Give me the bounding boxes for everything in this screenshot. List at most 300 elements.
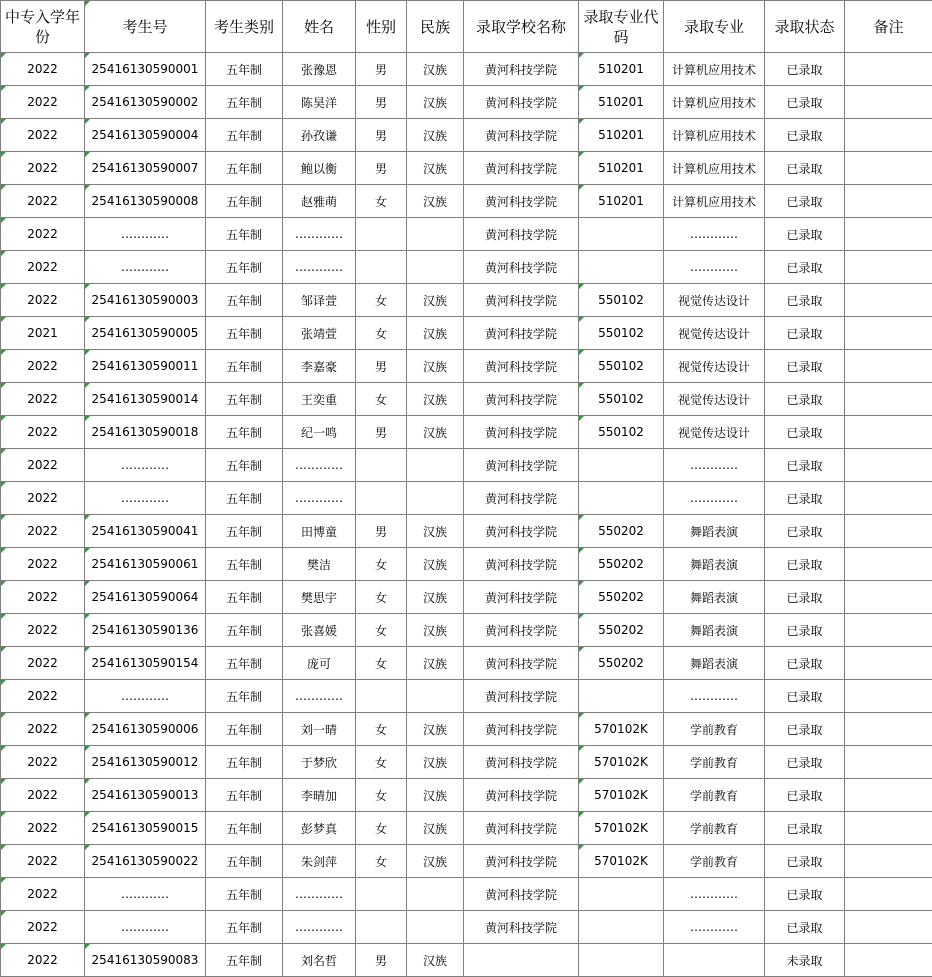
cell-major[interactable]: 计算机应用技术 <box>664 185 765 218</box>
cell-remark[interactable] <box>845 119 932 152</box>
cell-major[interactable]: ………… <box>664 218 765 251</box>
cell-major-code[interactable]: 550102 <box>579 383 664 416</box>
cell-major-code[interactable] <box>579 218 664 251</box>
cell-enroll-year[interactable]: 2022 <box>1 152 85 185</box>
cell-ethnicity[interactable]: 汉族 <box>407 350 464 383</box>
cell-gender[interactable]: 女 <box>356 548 407 581</box>
cell-ethnicity[interactable]: 汉族 <box>407 317 464 350</box>
cell-name[interactable]: 孙孜谦 <box>283 119 356 152</box>
cell-major-code[interactable]: 570102K <box>579 746 664 779</box>
cell-gender[interactable]: 男 <box>356 350 407 383</box>
cell-gender[interactable] <box>356 482 407 515</box>
cell-school[interactable]: 黄河科技学院 <box>464 779 579 812</box>
cell-category[interactable]: 五年制 <box>206 614 283 647</box>
cell-gender[interactable]: 女 <box>356 185 407 218</box>
cell-status[interactable]: 已录取 <box>765 878 845 911</box>
cell-ethnicity[interactable] <box>407 911 464 944</box>
cell-status[interactable]: 已录取 <box>765 581 845 614</box>
cell-remark[interactable] <box>845 185 932 218</box>
cell-status[interactable]: 已录取 <box>765 119 845 152</box>
cell-school[interactable]: 黄河科技学院 <box>464 614 579 647</box>
cell-major-code[interactable]: 550202 <box>579 581 664 614</box>
cell-gender[interactable]: 女 <box>356 746 407 779</box>
cell-school[interactable]: 黄河科技学院 <box>464 284 579 317</box>
cell-enroll-year[interactable]: 2022 <box>1 350 85 383</box>
cell-remark[interactable] <box>845 416 932 449</box>
cell-ethnicity[interactable]: 汉族 <box>407 53 464 86</box>
cell-status[interactable]: 已录取 <box>765 152 845 185</box>
cell-category[interactable]: 五年制 <box>206 779 283 812</box>
cell-ethnicity[interactable]: 汉族 <box>407 944 464 977</box>
cell-name[interactable]: 于梦欣 <box>283 746 356 779</box>
cell-major[interactable]: 学前教育 <box>664 713 765 746</box>
cell-name[interactable]: 王奕重 <box>283 383 356 416</box>
cell-major[interactable]: ………… <box>664 482 765 515</box>
cell-ethnicity[interactable]: 汉族 <box>407 185 464 218</box>
cell-exam-id[interactable]: 25416130590008 <box>85 185 206 218</box>
cell-name[interactable]: ………… <box>283 218 356 251</box>
cell-exam-id[interactable]: 25416130590014 <box>85 383 206 416</box>
cell-category[interactable]: 五年制 <box>206 383 283 416</box>
cell-enroll-year[interactable]: 2022 <box>1 515 85 548</box>
cell-category[interactable]: 五年制 <box>206 944 283 977</box>
cell-school[interactable]: 黄河科技学院 <box>464 713 579 746</box>
cell-category[interactable]: 五年制 <box>206 548 283 581</box>
cell-school[interactable]: 黄河科技学院 <box>464 86 579 119</box>
cell-remark[interactable] <box>845 647 932 680</box>
cell-name[interactable]: ………… <box>283 911 356 944</box>
cell-gender[interactable]: 男 <box>356 86 407 119</box>
cell-remark[interactable] <box>845 383 932 416</box>
cell-school[interactable]: 黄河科技学院 <box>464 746 579 779</box>
cell-major[interactable]: 舞蹈表演 <box>664 614 765 647</box>
cell-ethnicity[interactable]: 汉族 <box>407 812 464 845</box>
cell-category[interactable]: 五年制 <box>206 185 283 218</box>
cell-ethnicity[interactable]: 汉族 <box>407 614 464 647</box>
cell-gender[interactable] <box>356 218 407 251</box>
cell-major-code[interactable]: 550102 <box>579 284 664 317</box>
cell-enroll-year[interactable]: 2022 <box>1 86 85 119</box>
cell-major[interactable]: 学前教育 <box>664 845 765 878</box>
cell-enroll-year[interactable]: 2022 <box>1 911 85 944</box>
cell-status[interactable]: 已录取 <box>765 482 845 515</box>
cell-category[interactable]: 五年制 <box>206 449 283 482</box>
cell-status[interactable]: 已录取 <box>765 185 845 218</box>
cell-major-code[interactable]: 570102K <box>579 845 664 878</box>
cell-status[interactable]: 已录取 <box>765 218 845 251</box>
cell-school[interactable]: 黄河科技学院 <box>464 416 579 449</box>
cell-remark[interactable] <box>845 548 932 581</box>
cell-school[interactable]: 黄河科技学院 <box>464 812 579 845</box>
cell-category[interactable]: 五年制 <box>206 845 283 878</box>
cell-exam-id[interactable]: ………… <box>85 680 206 713</box>
cell-school[interactable]: 黄河科技学院 <box>464 317 579 350</box>
cell-school[interactable]: 黄河科技学院 <box>464 878 579 911</box>
cell-category[interactable]: 五年制 <box>206 713 283 746</box>
cell-category[interactable]: 五年制 <box>206 53 283 86</box>
cell-major[interactable]: 舞蹈表演 <box>664 581 765 614</box>
cell-status[interactable]: 已录取 <box>765 548 845 581</box>
cell-major-code[interactable]: 550102 <box>579 350 664 383</box>
cell-status[interactable]: 已录取 <box>765 779 845 812</box>
cell-exam-id[interactable]: 25416130590064 <box>85 581 206 614</box>
cell-school[interactable] <box>464 944 579 977</box>
cell-enroll-year[interactable]: 2022 <box>1 482 85 515</box>
cell-school[interactable]: 黄河科技学院 <box>464 218 579 251</box>
cell-major-code[interactable]: 570102K <box>579 779 664 812</box>
cell-name[interactable]: 李嘉豪 <box>283 350 356 383</box>
cell-status[interactable]: 已录取 <box>765 614 845 647</box>
cell-gender[interactable]: 男 <box>356 119 407 152</box>
cell-gender[interactable] <box>356 680 407 713</box>
cell-ethnicity[interactable] <box>407 878 464 911</box>
cell-name[interactable]: 刘名哲 <box>283 944 356 977</box>
cell-ethnicity[interactable]: 汉族 <box>407 713 464 746</box>
cell-exam-id[interactable]: ………… <box>85 482 206 515</box>
cell-remark[interactable] <box>845 878 932 911</box>
cell-school[interactable]: 黄河科技学院 <box>464 581 579 614</box>
cell-major[interactable]: 计算机应用技术 <box>664 86 765 119</box>
cell-exam-id[interactable]: ………… <box>85 251 206 284</box>
cell-major-code[interactable] <box>579 680 664 713</box>
cell-major-code[interactable]: 550202 <box>579 647 664 680</box>
cell-enroll-year[interactable]: 2022 <box>1 548 85 581</box>
cell-remark[interactable] <box>845 152 932 185</box>
cell-gender[interactable] <box>356 878 407 911</box>
cell-remark[interactable] <box>845 614 932 647</box>
cell-status[interactable]: 已录取 <box>765 845 845 878</box>
cell-enroll-year[interactable]: 2022 <box>1 845 85 878</box>
cell-status[interactable]: 未录取 <box>765 944 845 977</box>
cell-gender[interactable]: 女 <box>356 614 407 647</box>
cell-exam-id[interactable]: 25416130590083 <box>85 944 206 977</box>
header-remark[interactable]: 备注 <box>845 1 932 53</box>
cell-status[interactable]: 已录取 <box>765 515 845 548</box>
cell-major[interactable]: 计算机应用技术 <box>664 53 765 86</box>
cell-status[interactable]: 已录取 <box>765 350 845 383</box>
cell-school[interactable]: 黄河科技学院 <box>464 53 579 86</box>
cell-category[interactable]: 五年制 <box>206 251 283 284</box>
cell-exam-id[interactable]: 25416130590015 <box>85 812 206 845</box>
cell-school[interactable]: 黄河科技学院 <box>464 548 579 581</box>
cell-remark[interactable] <box>845 845 932 878</box>
cell-name[interactable]: 彭梦真 <box>283 812 356 845</box>
cell-gender[interactable] <box>356 911 407 944</box>
cell-major-code[interactable]: 510201 <box>579 185 664 218</box>
cell-status[interactable]: 已录取 <box>765 284 845 317</box>
cell-major[interactable]: ………… <box>664 449 765 482</box>
cell-major-code[interactable] <box>579 878 664 911</box>
cell-ethnicity[interactable]: 汉族 <box>407 284 464 317</box>
cell-name[interactable]: ………… <box>283 251 356 284</box>
cell-school[interactable]: 黄河科技学院 <box>464 647 579 680</box>
cell-major-code[interactable] <box>579 251 664 284</box>
cell-exam-id[interactable]: 25416130590041 <box>85 515 206 548</box>
cell-enroll-year[interactable]: 2021 <box>1 317 85 350</box>
cell-ethnicity[interactable] <box>407 251 464 284</box>
cell-category[interactable]: 五年制 <box>206 317 283 350</box>
cell-major-code[interactable]: 550202 <box>579 614 664 647</box>
cell-status[interactable]: 已录取 <box>765 53 845 86</box>
cell-major-code[interactable]: 570102K <box>579 812 664 845</box>
cell-name[interactable]: 樊洁 <box>283 548 356 581</box>
cell-exam-id[interactable]: 25416130590018 <box>85 416 206 449</box>
cell-remark[interactable] <box>845 713 932 746</box>
cell-category[interactable]: 五年制 <box>206 911 283 944</box>
cell-exam-id[interactable]: 25416130590011 <box>85 350 206 383</box>
cell-exam-id[interactable]: 25416130590002 <box>85 86 206 119</box>
cell-remark[interactable] <box>845 251 932 284</box>
cell-major[interactable]: 计算机应用技术 <box>664 152 765 185</box>
cell-major-code[interactable]: 550202 <box>579 515 664 548</box>
cell-category[interactable]: 五年制 <box>206 581 283 614</box>
cell-remark[interactable] <box>845 350 932 383</box>
cell-major[interactable]: 学前教育 <box>664 812 765 845</box>
cell-category[interactable]: 五年制 <box>206 350 283 383</box>
cell-major-code[interactable]: 550102 <box>579 416 664 449</box>
cell-category[interactable]: 五年制 <box>206 284 283 317</box>
cell-major-code[interactable]: 510201 <box>579 152 664 185</box>
cell-exam-id[interactable]: ………… <box>85 911 206 944</box>
cell-ethnicity[interactable] <box>407 449 464 482</box>
cell-major[interactable]: 计算机应用技术 <box>664 119 765 152</box>
cell-gender[interactable]: 女 <box>356 647 407 680</box>
cell-name[interactable]: 张豫恩 <box>283 53 356 86</box>
cell-remark[interactable] <box>845 812 932 845</box>
cell-major-code[interactable] <box>579 449 664 482</box>
cell-major-code[interactable] <box>579 911 664 944</box>
cell-major[interactable] <box>664 944 765 977</box>
cell-gender[interactable]: 女 <box>356 779 407 812</box>
cell-remark[interactable] <box>845 218 932 251</box>
cell-major[interactable]: 视觉传达设计 <box>664 416 765 449</box>
cell-status[interactable]: 已录取 <box>765 680 845 713</box>
cell-name[interactable]: 张喜媛 <box>283 614 356 647</box>
cell-category[interactable]: 五年制 <box>206 119 283 152</box>
cell-remark[interactable] <box>845 911 932 944</box>
cell-category[interactable]: 五年制 <box>206 416 283 449</box>
cell-name[interactable]: 田博童 <box>283 515 356 548</box>
cell-gender[interactable]: 女 <box>356 812 407 845</box>
cell-enroll-year[interactable]: 2022 <box>1 746 85 779</box>
cell-major-code[interactable]: 510201 <box>579 53 664 86</box>
cell-school[interactable]: 黄河科技学院 <box>464 185 579 218</box>
header-name[interactable]: 姓名 <box>283 1 356 53</box>
cell-category[interactable]: 五年制 <box>206 218 283 251</box>
cell-gender[interactable]: 女 <box>356 713 407 746</box>
cell-ethnicity[interactable]: 汉族 <box>407 548 464 581</box>
cell-name[interactable]: ………… <box>283 482 356 515</box>
cell-major[interactable]: 学前教育 <box>664 779 765 812</box>
cell-school[interactable]: 黄河科技学院 <box>464 449 579 482</box>
cell-school[interactable]: 黄河科技学院 <box>464 845 579 878</box>
cell-name[interactable]: 李晴加 <box>283 779 356 812</box>
cell-remark[interactable] <box>845 284 932 317</box>
cell-enroll-year[interactable]: 2022 <box>1 812 85 845</box>
cell-name[interactable]: ………… <box>283 680 356 713</box>
cell-gender[interactable] <box>356 251 407 284</box>
cell-exam-id[interactable]: 25416130590013 <box>85 779 206 812</box>
cell-enroll-year[interactable]: 2022 <box>1 614 85 647</box>
cell-major[interactable]: 舞蹈表演 <box>664 548 765 581</box>
cell-enroll-year[interactable]: 2022 <box>1 218 85 251</box>
cell-enroll-year[interactable]: 2022 <box>1 449 85 482</box>
cell-name[interactable]: 邹译萱 <box>283 284 356 317</box>
cell-category[interactable]: 五年制 <box>206 680 283 713</box>
cell-gender[interactable]: 男 <box>356 152 407 185</box>
cell-ethnicity[interactable]: 汉族 <box>407 152 464 185</box>
cell-name[interactable]: 朱剑萍 <box>283 845 356 878</box>
cell-status[interactable]: 已录取 <box>765 449 845 482</box>
cell-major[interactable]: 视觉传达设计 <box>664 383 765 416</box>
cell-remark[interactable] <box>845 317 932 350</box>
cell-exam-id[interactable]: 25416130590003 <box>85 284 206 317</box>
cell-ethnicity[interactable]: 汉族 <box>407 416 464 449</box>
cell-gender[interactable]: 女 <box>356 845 407 878</box>
cell-category[interactable]: 五年制 <box>206 647 283 680</box>
header-gender[interactable]: 性别 <box>356 1 407 53</box>
cell-category[interactable]: 五年制 <box>206 482 283 515</box>
cell-category[interactable]: 五年制 <box>206 878 283 911</box>
cell-name[interactable]: ………… <box>283 878 356 911</box>
cell-remark[interactable] <box>845 944 932 977</box>
cell-name[interactable]: 赵雅萌 <box>283 185 356 218</box>
cell-ethnicity[interactable]: 汉族 <box>407 746 464 779</box>
cell-name[interactable]: 樊思宇 <box>283 581 356 614</box>
cell-major-code[interactable]: 550202 <box>579 548 664 581</box>
cell-ethnicity[interactable] <box>407 482 464 515</box>
cell-remark[interactable] <box>845 779 932 812</box>
cell-category[interactable]: 五年制 <box>206 515 283 548</box>
cell-exam-id[interactable]: 25416130590004 <box>85 119 206 152</box>
cell-enroll-year[interactable]: 2022 <box>1 713 85 746</box>
cell-major[interactable]: 学前教育 <box>664 746 765 779</box>
cell-exam-id[interactable]: 25416130590007 <box>85 152 206 185</box>
cell-name[interactable]: ………… <box>283 449 356 482</box>
cell-enroll-year[interactable]: 2022 <box>1 53 85 86</box>
cell-school[interactable]: 黄河科技学院 <box>464 911 579 944</box>
cell-enroll-year[interactable]: 2022 <box>1 416 85 449</box>
cell-category[interactable]: 五年制 <box>206 152 283 185</box>
header-ethnicity[interactable]: 民族 <box>407 1 464 53</box>
cell-remark[interactable] <box>845 746 932 779</box>
cell-school[interactable]: 黄河科技学院 <box>464 152 579 185</box>
cell-ethnicity[interactable]: 汉族 <box>407 647 464 680</box>
cell-status[interactable]: 已录取 <box>765 317 845 350</box>
cell-remark[interactable] <box>845 53 932 86</box>
cell-enroll-year[interactable]: 2022 <box>1 878 85 911</box>
cell-major[interactable]: ………… <box>664 878 765 911</box>
cell-name[interactable]: 陈昊洋 <box>283 86 356 119</box>
header-major[interactable]: 录取专业 <box>664 1 765 53</box>
cell-remark[interactable] <box>845 680 932 713</box>
cell-exam-id[interactable]: 25416130590022 <box>85 845 206 878</box>
cell-exam-id[interactable]: 25416130590006 <box>85 713 206 746</box>
cell-ethnicity[interactable]: 汉族 <box>407 515 464 548</box>
cell-exam-id[interactable]: 25416130590136 <box>85 614 206 647</box>
cell-exam-id[interactable]: 25416130590061 <box>85 548 206 581</box>
cell-gender[interactable]: 男 <box>356 53 407 86</box>
cell-enroll-year[interactable]: 2022 <box>1 284 85 317</box>
cell-exam-id[interactable]: ………… <box>85 449 206 482</box>
header-school[interactable]: 录取学校名称 <box>464 1 579 53</box>
header-exam-id[interactable]: 考生号 <box>85 1 206 53</box>
cell-school[interactable]: 黄河科技学院 <box>464 383 579 416</box>
cell-enroll-year[interactable]: 2022 <box>1 944 85 977</box>
cell-ethnicity[interactable]: 汉族 <box>407 383 464 416</box>
cell-major[interactable]: ………… <box>664 680 765 713</box>
cell-name[interactable]: 鲍以衡 <box>283 152 356 185</box>
cell-gender[interactable]: 男 <box>356 944 407 977</box>
cell-enroll-year[interactable]: 2022 <box>1 383 85 416</box>
cell-name[interactable]: 刘一晴 <box>283 713 356 746</box>
cell-name[interactable]: 庞可 <box>283 647 356 680</box>
cell-exam-id[interactable]: ………… <box>85 878 206 911</box>
cell-major[interactable]: ………… <box>664 911 765 944</box>
cell-school[interactable]: 黄河科技学院 <box>464 680 579 713</box>
cell-enroll-year[interactable]: 2022 <box>1 647 85 680</box>
cell-status[interactable]: 已录取 <box>765 251 845 284</box>
cell-exam-id[interactable]: ………… <box>85 218 206 251</box>
cell-enroll-year[interactable]: 2022 <box>1 251 85 284</box>
cell-enroll-year[interactable]: 2022 <box>1 185 85 218</box>
cell-exam-id[interactable]: 25416130590012 <box>85 746 206 779</box>
cell-remark[interactable] <box>845 581 932 614</box>
cell-ethnicity[interactable]: 汉族 <box>407 581 464 614</box>
cell-school[interactable]: 黄河科技学院 <box>464 251 579 284</box>
cell-remark[interactable] <box>845 449 932 482</box>
cell-enroll-year[interactable]: 2022 <box>1 779 85 812</box>
cell-major-code[interactable] <box>579 944 664 977</box>
cell-status[interactable]: 已录取 <box>765 383 845 416</box>
cell-category[interactable]: 五年制 <box>206 86 283 119</box>
cell-major-code[interactable]: 510201 <box>579 86 664 119</box>
header-category[interactable]: 考生类别 <box>206 1 283 53</box>
cell-ethnicity[interactable] <box>407 680 464 713</box>
cell-gender[interactable] <box>356 449 407 482</box>
cell-name[interactable]: 纪一鸣 <box>283 416 356 449</box>
cell-school[interactable]: 黄河科技学院 <box>464 515 579 548</box>
cell-school[interactable]: 黄河科技学院 <box>464 350 579 383</box>
cell-category[interactable]: 五年制 <box>206 812 283 845</box>
cell-gender[interactable]: 女 <box>356 581 407 614</box>
cell-gender[interactable]: 男 <box>356 416 407 449</box>
cell-status[interactable]: 已录取 <box>765 647 845 680</box>
cell-status[interactable]: 已录取 <box>765 812 845 845</box>
cell-major-code[interactable]: 510201 <box>579 119 664 152</box>
cell-name[interactable]: 张靖萱 <box>283 317 356 350</box>
cell-exam-id[interactable]: 25416130590154 <box>85 647 206 680</box>
cell-exam-id[interactable]: 25416130590001 <box>85 53 206 86</box>
cell-major-code[interactable] <box>579 482 664 515</box>
cell-gender[interactable]: 女 <box>356 383 407 416</box>
cell-ethnicity[interactable]: 汉族 <box>407 119 464 152</box>
cell-status[interactable]: 已录取 <box>765 911 845 944</box>
cell-category[interactable]: 五年制 <box>206 746 283 779</box>
cell-major-code[interactable]: 550102 <box>579 317 664 350</box>
cell-major[interactable]: 视觉传达设计 <box>664 350 765 383</box>
cell-major[interactable]: 视觉传达设计 <box>664 317 765 350</box>
cell-remark[interactable] <box>845 86 932 119</box>
cell-enroll-year[interactable]: 2022 <box>1 119 85 152</box>
cell-ethnicity[interactable]: 汉族 <box>407 779 464 812</box>
header-status[interactable]: 录取状态 <box>765 1 845 53</box>
cell-enroll-year[interactable]: 2022 <box>1 680 85 713</box>
cell-ethnicity[interactable] <box>407 218 464 251</box>
header-major-code[interactable]: 录取专业代码 <box>579 1 664 53</box>
cell-gender[interactable]: 女 <box>356 317 407 350</box>
cell-status[interactable]: 已录取 <box>765 86 845 119</box>
